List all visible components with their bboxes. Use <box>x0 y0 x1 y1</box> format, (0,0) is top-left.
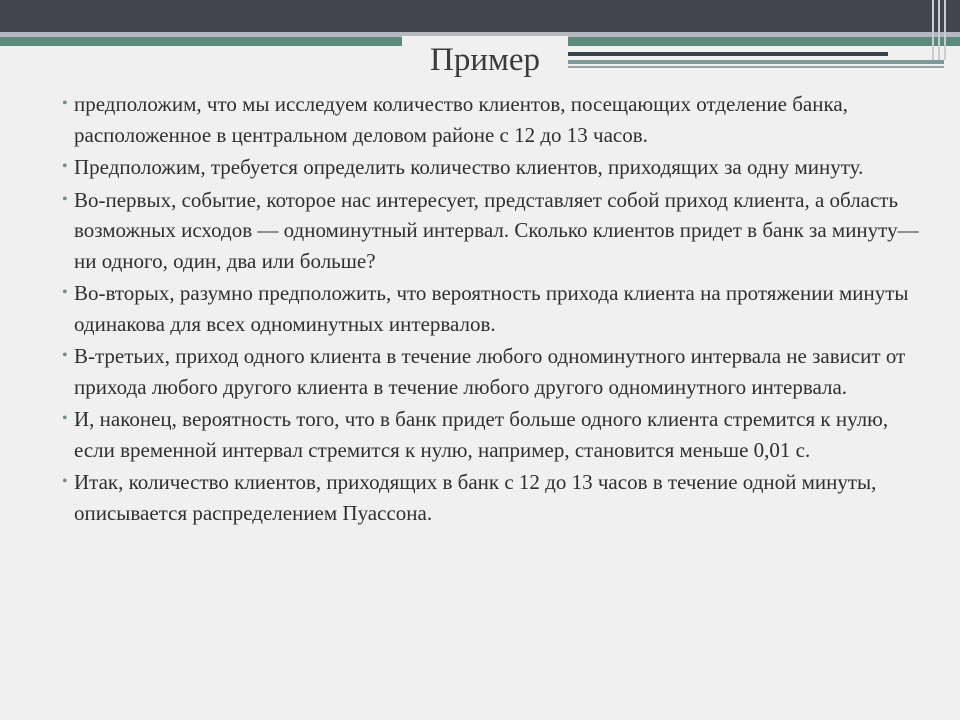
bullet-item <box>62 467 932 528</box>
bullet-icon: • <box>62 158 68 175</box>
bullet-item <box>62 278 932 339</box>
bullet-icon: • <box>62 190 68 208</box>
bullet-icon: • <box>62 410 68 427</box>
bullet-item <box>62 341 932 402</box>
bullet-text: И, наконец, вероятность того, что в банк придет больше одного клиента стремится к нулю, если временной интервал стремится к нулю, например, становится меньше 0,01 с. <box>74 407 889 462</box>
bullet-text: Предположим, требуется определить количество клиентов, приходящих за одну минуту. <box>74 155 864 179</box>
decorative-stripe <box>568 66 944 68</box>
header-bar <box>0 0 960 32</box>
title-box <box>402 36 568 80</box>
bullet-icon: • <box>62 284 68 301</box>
decorative-line <box>932 0 934 60</box>
decorative-line <box>944 0 946 60</box>
decorative-stripe <box>568 52 888 56</box>
bullet-icon: • <box>62 473 68 490</box>
bullet-text: Во-вторых, разумно предположить, что вероятность прихода клиента на протяжении минуты одинакова для всех одноминутных интервалов. <box>74 281 909 336</box>
bullet-item <box>62 185 932 277</box>
bullet-text: В-третьих, приход одного клиента в течение любого одноминутного интервала не зависит от прихода любого другого клиента в течение любого другого одноминутного интервала. <box>74 344 906 399</box>
bullet-text: предположим, что мы исследуем количество клиентов, посещающих отделение банка, расположенное в центральном деловом районе с 12 до 13 часов. <box>74 92 848 147</box>
bullet-icon: • <box>62 95 68 112</box>
bullet-item <box>62 404 932 465</box>
bullet-text: Итак, количество клиентов, приходящих в банк с 12 до 13 часов в течение одной минуты, описывается распределением Пуассона. <box>74 470 877 525</box>
bullet-item <box>62 152 932 183</box>
bullet-text: Во-первых, событие, которое нас интересует, представляет собой приход клиента, а область возможных исходов — одноминутный интервал. Сколько клиентов придет в банк за минуту— ни одного, один, два или больше? <box>74 187 919 273</box>
decorative-line <box>938 0 940 60</box>
bullet-list <box>62 89 932 530</box>
decorative-stripe <box>568 60 944 64</box>
bullet-item <box>62 89 932 150</box>
bullet-icon: • <box>62 347 68 364</box>
slide-title: Пример <box>429 42 541 78</box>
